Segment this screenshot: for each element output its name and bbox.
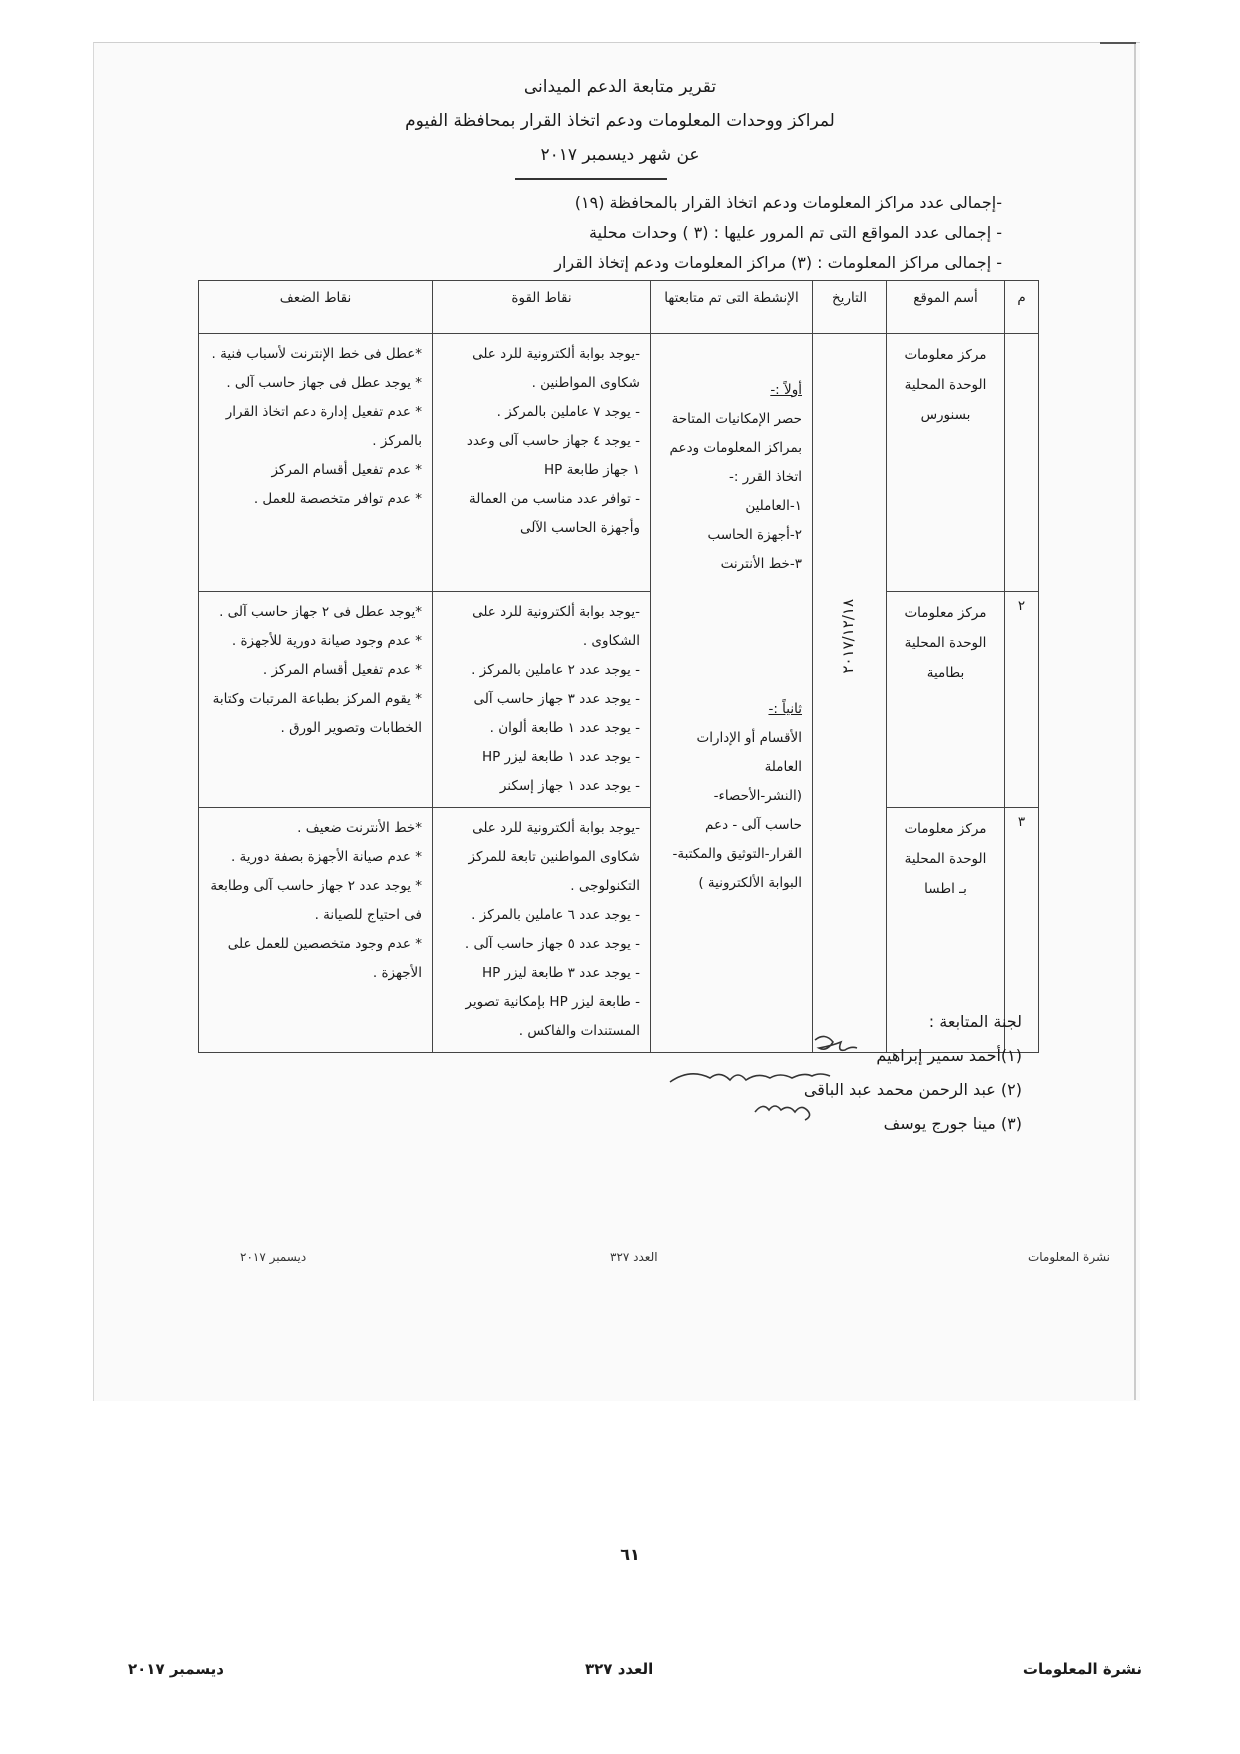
header-strengths: نقاط القوة [433,281,651,334]
scan-edge [1134,42,1136,1400]
weakness-line: بالمركز . [372,433,422,449]
weakness-line: * عدم وجود صيانة دورية للأجهزة . [231,633,422,649]
weakness-line: *خط الأنترنت ضعيف . [297,820,422,836]
activity-line: (النشر-الأحصاء- [713,788,802,804]
activities-cell [651,334,813,1053]
strength-line: - يوجد عدد ١ طابعة ألوان . [489,720,640,736]
strength-line: - يوجد عدد ٦ عاملين بالمركز . [471,907,640,923]
table-header-row [199,281,1039,334]
scan-footer-left: ديسمبر ٢٠١٧ [240,1250,307,1264]
weaknesses-cell [199,334,433,592]
report-title [300,70,940,172]
signature-2 [670,1074,830,1082]
activity-line: ٢-أجهزة الحاسب [707,527,802,543]
site-line: مركز معلومات [904,821,987,837]
committee-member: (٢) عبد الرحمن محمد عبد الباقى [803,1080,1022,1099]
site-line: بسنورس [920,407,971,423]
header-activities: الإنشطة التى تم متابعتها [651,281,813,334]
strength-line: -يوجد بوابة ألكترونية للرد على [472,820,640,836]
weakness-line: * عدم توافر متخصصة للعمل . [253,491,422,507]
site-line: الوحدة المحلية [904,377,987,393]
site-name [887,334,1005,592]
activity-line: اتخاذ القرر :- [728,469,802,485]
strengths-cell [433,592,651,808]
activity-spacer [661,608,802,637]
header-weaknesses: نقاط الضعف [199,281,433,334]
weaknesses-cell [199,592,433,808]
weakness-line: فى احتياج للصيانة . [314,907,422,923]
committee-member: (١)أحمد سمير إبراهيم [876,1046,1022,1065]
site-line: مركز معلومات [904,347,987,363]
strength-line: شكاوى المواطنين . [531,375,640,391]
activity-line: حاسب آلى - دعم [705,817,802,833]
activity-line: أولاً :- [770,382,802,398]
weaknesses-cell [199,808,433,1053]
handwritten-signatures [660,1030,880,1130]
strength-line: -يوجد بوابة ألكترونية للرد على [472,346,640,362]
weakness-line: الخطابات وتصوير الورق . [280,720,422,736]
weakness-line: * يقوم المركز بطباعة المرتبات وكتابة [212,691,422,707]
summary-line-2: - إجمالى عدد المواقع التى تم المرور عليها : (٣ ) وحدات محلية [589,223,1002,242]
strength-line: ١ جهاز طابعة HP [543,462,640,478]
site-line: مركز معلومات [904,605,987,621]
site-line: الوحدة المحلية [904,851,987,867]
visit-date: ٢٠١٧/١٢/١٨ [838,599,857,674]
activity-spacer [661,579,802,608]
title-line-1: تقرير متابعة الدعم الميدانى [523,77,717,97]
followup-table [198,280,1039,1053]
table-row [199,334,1039,592]
activity-line: البوابة الألكترونية ) [698,875,802,891]
title-line-2: لمراكز ووحدات المعلومات ودعم اتخاذ القرار بمحافظة الفيوم [405,111,835,131]
strength-line: - يوجد عدد ٣ طابعة ليزر HP [481,965,640,981]
strength-line: - يوجد عدد ٥ جهاز حاسب آلى . [464,936,640,952]
weakness-line: * يوجد عدد ٢ جهاز حاسب آلى وطابعة [210,878,422,894]
site-line: بطامية [926,665,965,681]
summary-block [242,188,1002,278]
strength-line: - يوجد عدد ١ جهاز إسكنر [499,778,640,794]
weakness-line: * عدم تفعيل إدارة دعم اتخاذ القرار [225,404,422,420]
weakness-line: *يوجد عطل فى ٢ جهاز حاسب آلى . [219,604,422,620]
weakness-line: الأجهزة . [372,965,422,981]
summary-line-1: -إجمالى عدد مراكز المعلومات ودعم اتخاذ القرار بالمحافظة (١٩) [574,193,1002,212]
activity-line: العاملة [764,759,802,775]
activity-spacer [661,637,802,666]
title-line-3: عن شهر ديسمبر ٢٠١٧ [540,145,700,165]
activity-line: القرار-التوثيق والمكتبة- [672,846,802,862]
header-site: أسم الموقع [887,281,1005,334]
footer-publication: نشرة المعلومات [1022,1660,1142,1678]
site-line: بـ اطسا [924,881,967,897]
strength-line: - يوجد ٤ جهاز حاسب آلى وعدد [466,433,640,449]
footer-date: ديسمبر ٢٠١٧ [128,1660,224,1678]
weakness-line: * يوجد عطل فى جهاز حاسب آلى . [226,375,422,391]
strength-line: المستندات والفاكس . [518,1023,640,1039]
title-underline [515,178,667,180]
activity-line: ٣-خط الأنترنت [720,556,802,572]
table-row [199,592,1039,808]
site-name [887,592,1005,808]
strength-line: - طابعة ليزر HP بإمكانية تصوير [465,994,640,1010]
strength-line: -يوجد بوابة ألكترونية للرد على [472,604,640,620]
activity-line: بمراكز المعلومات ودعم [669,440,802,456]
strength-line: - يوجد عدد ١ طابعة ليزر HP [481,749,640,765]
activity-line: ١-العاملين [745,498,802,514]
footer-issue: العدد ٣٢٧ [585,1660,654,1678]
weakness-line: * عدم تفعيل أقسام المركز . [262,662,422,678]
committee-label: لجنة المتابعة : [928,1012,1022,1031]
weakness-line: * عدم تفعيل أقسام المركز [271,462,422,478]
row-number: ٢ [1005,592,1039,808]
row-number [1005,334,1039,592]
activity-line: حصر الإمكانيات المتاحة [671,411,802,427]
activity-spacer [661,666,802,695]
header-date: التاريخ [813,281,887,334]
strength-line: - يوجد ٧ عاملين بالمركز . [496,404,640,420]
activity-line: الأقسام أو الإدارات [696,730,802,746]
row-number: ٣ [1005,808,1039,1053]
scan-footer-right: نشرة المعلومات [1027,1250,1110,1264]
header-num: م [1005,281,1039,334]
signature-1 [815,1036,857,1050]
activity-line: ثانياً :- [768,701,802,717]
scan-edge-mark [1100,42,1136,44]
strength-line: - يوجد عدد ٢ عاملين بالمركز . [471,662,640,678]
strength-line: - توافر عدد مناسب من العمالة [468,491,640,507]
summary-line-3: - إجمالى مراكز المعلومات : (٣) مراكز المعلومات ودعم إتخاذ القرار [554,253,1002,272]
site-line: الوحدة المحلية [904,635,987,651]
strength-line: - يوجد عدد ٣ جهاز حاسب آلى [473,691,640,707]
scan-footer-center: العدد ٣٢٧ [610,1250,658,1264]
weakness-line: * عدم وجود متخصصين للعمل على [227,936,422,952]
strength-line: الشكاوى . [582,633,640,649]
weakness-line: * عدم صيانة الأجهزة بصفة دورية . [230,849,422,865]
committee-member: (٣) مينا جورج يوسف [883,1114,1022,1133]
strength-line: شكاوى المواطنين تابعة للمركز [468,849,640,865]
page-number: ٦١ [620,1545,640,1564]
date-cell [813,334,887,1053]
strengths-cell [433,334,651,592]
strength-line: وأجهزة الحاسب الآلى [519,520,640,536]
signature-3 [755,1106,810,1120]
weakness-line: *عطل فى خط الإنترنت لأسباب فنية . [211,346,422,362]
strength-line: التكنولوجى . [570,878,640,894]
